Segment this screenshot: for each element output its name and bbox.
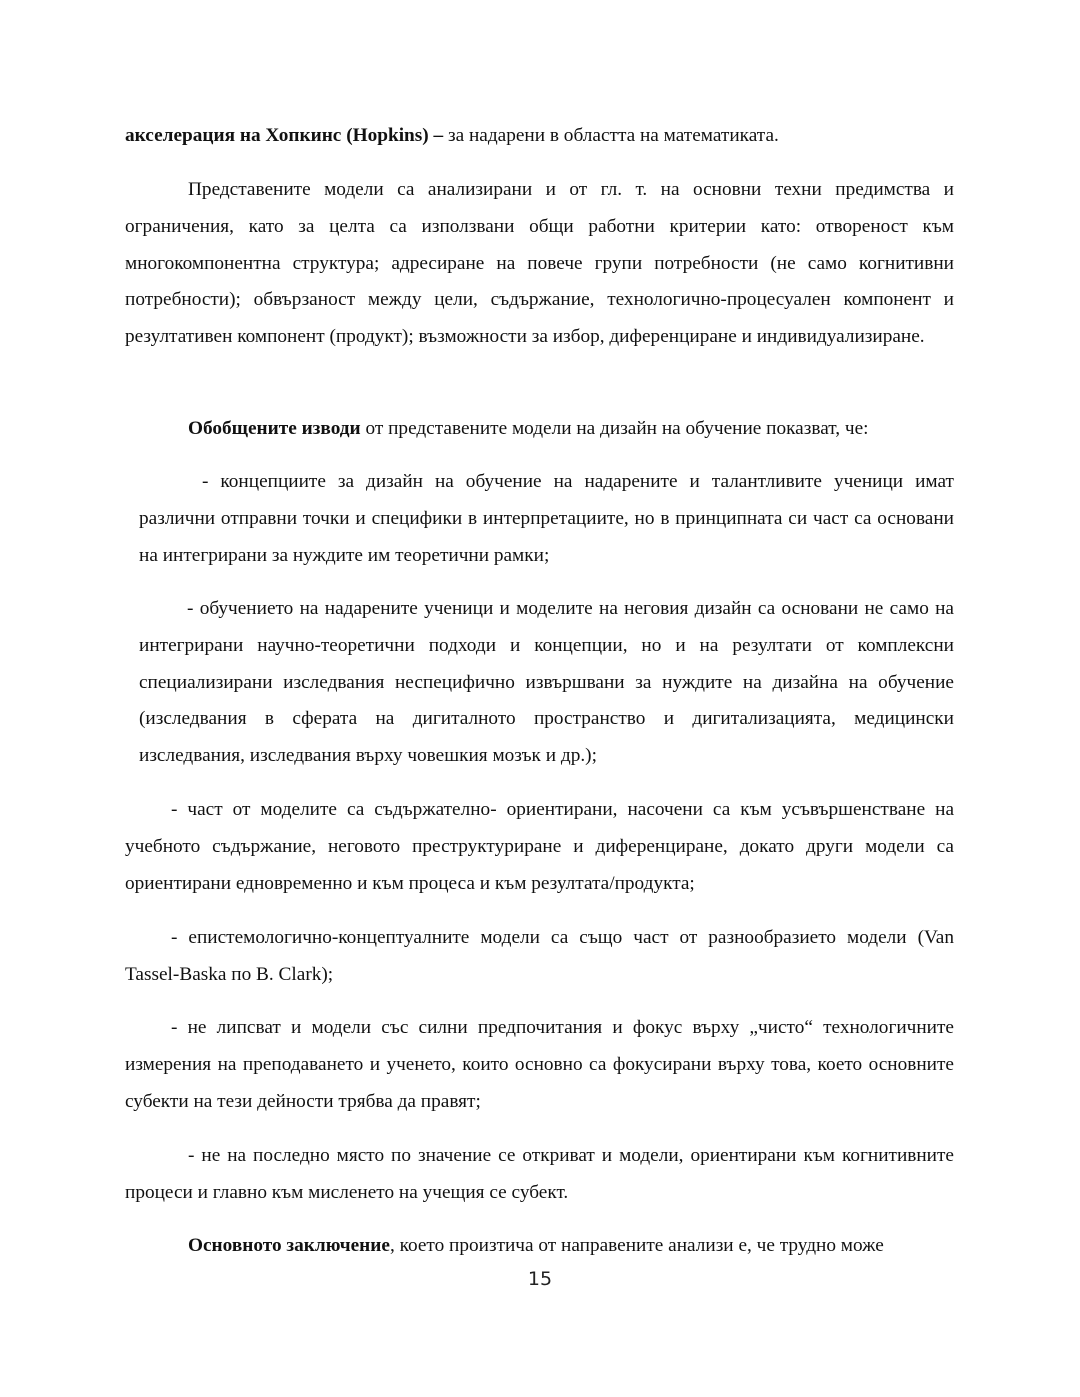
bullet-item-content-oriented: - част от моделите са съдържателно- ориентирани, насочени са към усъвършенстване на учебното съдържание, неговото преструктуриране и диференциране, докато други модели са ориентирани едновременно и към процеса и към резултата/продукта; — [125, 799, 954, 894]
hopkins-description: за надарени в областта на математиката. — [443, 125, 779, 146]
paragraph-generalized-conclusions — [125, 411, 954, 448]
paragraph-main-conclusion — [125, 1228, 954, 1265]
bullet-item-concepts: - концепциите за дизайн на обучение на надарените и талантливите ученици имат различни отправни точки и специфики в интерпретациите, но в принципната си част са основани на интегрирани за нуждите им теоретични рамки; — [139, 471, 954, 566]
page-number: 15 — [527, 1268, 553, 1290]
main-conclusion-text: , което произтича от направените анализи е, че трудно може — [389, 1235, 884, 1256]
bullet-item-epistemological: - епистемологично-концептуалните модели са също част от разнообразието модели (Van Tassel-Baska по B. Clark); — [125, 927, 954, 985]
hopkins-bold-term: акселерация на Хопкинс (Hopkins) – — [125, 125, 444, 146]
bullet-item-training: - обучението на надарените ученици и моделите на неговия дизайн са основани не само на интегрирани научно-теоретични подходи и концепции, но и на резултати от комплексни специализирани изследвания неспецифично извършвани за нуждите на дизайна на обучение (изследвания в сферата на дигиталното пространство и дигитализацията, медицински изследвания, изследвания върху човешкия мозък и др.); — [139, 598, 954, 767]
paragraph-models-analysis: Представените модели са анализирани и от гл. т. на основни техни предимства и ограничения, като за целта са използвани общи работни критерии като: отвореност към многокомпонентна структура; адресиране на повече групи потребности (не само когнитивни потребности); обвързаност между цели, съдържание, технологично-процесуален компонент и резултативен компонент (продукт); възможности за избор, диференциране и индивидуализиране. — [125, 179, 954, 348]
paragraph-hopkins-acceleration — [125, 118, 954, 155]
generalized-conclusions-bold: Обобщените изводи — [188, 418, 361, 439]
bullet-item-technological: - не липсват и модели със силни предпочитания и фокус върху „чисто“ технологичните измерения на преподаването и ученето, които основно са фокусирани върху това, което основните субекти на тези дейности трябва да правят; — [125, 1017, 954, 1112]
main-conclusion-bold: Основното заключение — [188, 1235, 390, 1256]
generalized-conclusions-text: от представените модели на дизайн на обучение показват, че: — [360, 418, 869, 439]
bullet-item-cognitive: - не на последно място по значение се откриват и модели, ориентирани към когнитивните процеси и главно към мисленето на учещия се субект. — [125, 1145, 954, 1203]
